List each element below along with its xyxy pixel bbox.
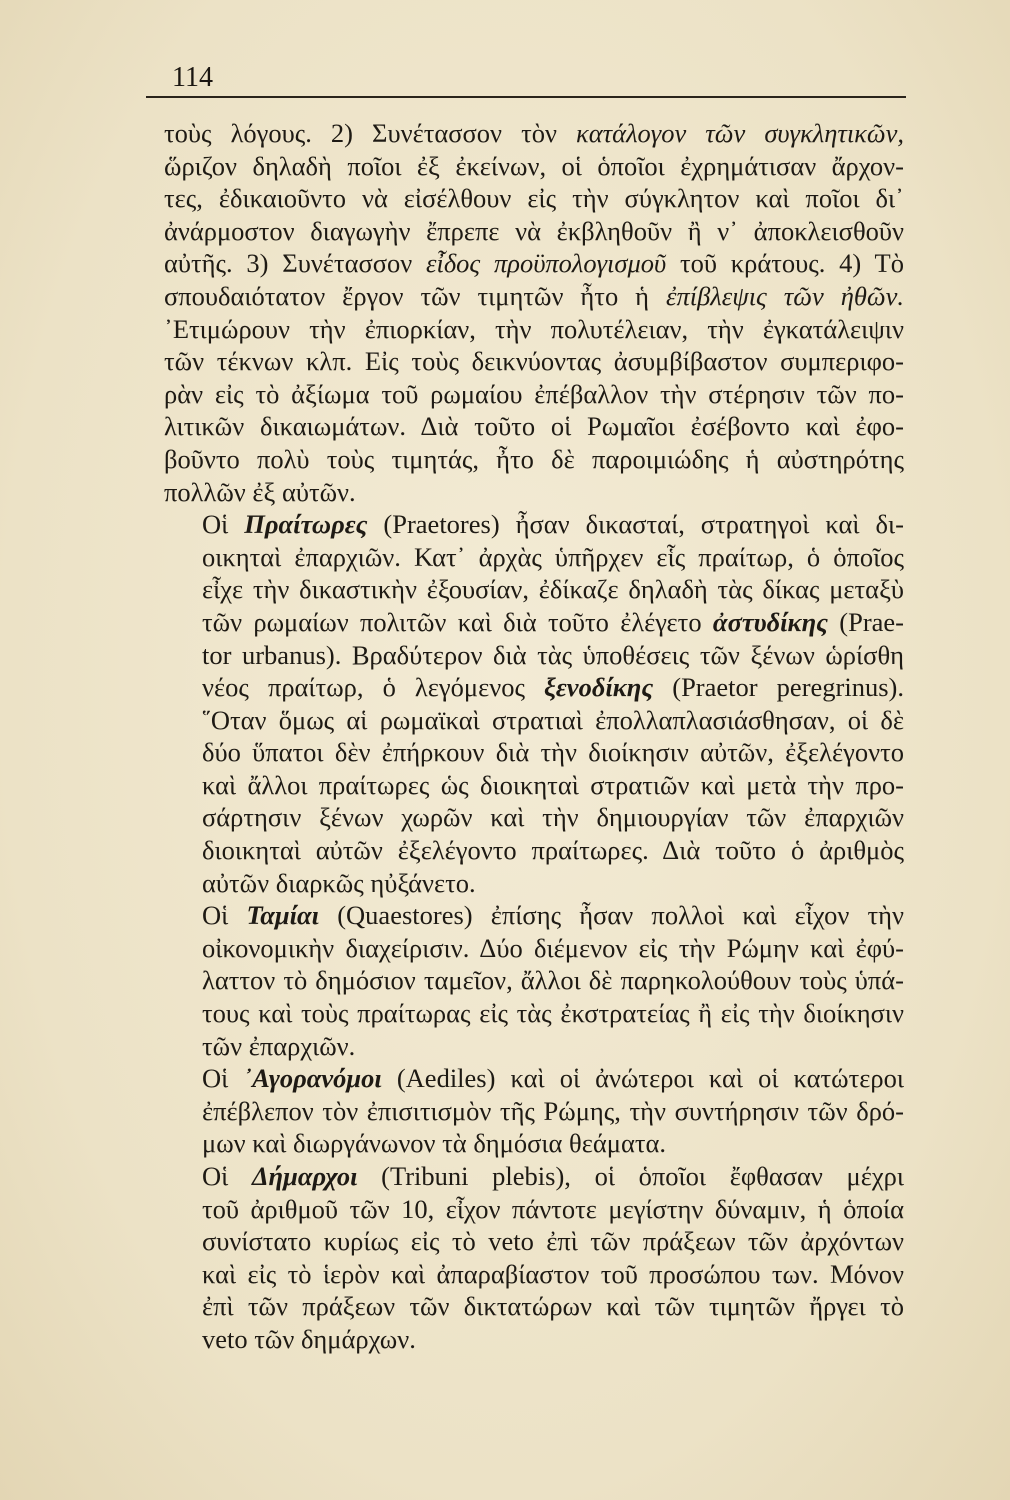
text-line xyxy=(164,899,904,932)
term-heading: Ταμίαι xyxy=(246,900,320,931)
text-line xyxy=(164,606,904,639)
text-segment: λιτικῶν δικαιωμάτων. Διὰ τοῦτο οἱ Ρωμαῖοι ἐσέβοντο καὶ ἐφο- xyxy=(164,411,904,442)
text-line xyxy=(164,1160,904,1193)
text-segment: veto τῶν δημάρχων. xyxy=(202,1323,416,1354)
text-line xyxy=(164,867,904,900)
text-line xyxy=(164,215,904,248)
text-line xyxy=(164,736,904,769)
text-line xyxy=(164,1127,904,1160)
text-line xyxy=(164,997,904,1030)
text-line xyxy=(164,1193,904,1226)
text-segment: καὶ ἄλλοι πραίτωρες ὡς διοικηταὶ στρατιῶν καὶ μετὰ τὴν προ- xyxy=(202,769,904,800)
text-line xyxy=(164,541,904,574)
text-line xyxy=(164,834,904,867)
text-segment: συνίστατο κυρίως εἰς τὸ veto ἐπὶ τῶν πράξεων τῶν ἀρχόντων xyxy=(202,1226,904,1257)
text-segment: ὥριζον δηλαδὴ ποῖοι ἐξ ἐκείνων, οἱ ὁποῖοι ἐχρημάτισαν ἄρχον- xyxy=(164,150,904,181)
page-number: 114 xyxy=(172,62,213,93)
emphasis-text: κατάλογον τῶν συγκλητικῶν, xyxy=(576,118,904,148)
text-segment: (Praetor peregrinus). xyxy=(653,672,904,703)
text-line xyxy=(164,117,904,150)
text-segment: οἰκονομικὴν διαχείρισιν. Δύο διέμενον εἰς τὴν Ρώμην καὶ ἐφύ- xyxy=(202,932,904,963)
text-line xyxy=(164,378,904,411)
text-line xyxy=(164,1290,904,1323)
text-line xyxy=(164,476,904,509)
text-segment: δύο ὕπατοι δὲν ἐπήρκουν διὰ τὴν διοίκησιν αὐτῶν, ἐξελέγοντο xyxy=(202,737,904,768)
text-segment: τους καὶ τοὺς πραίτωρας εἰς τὰς ἐκστρατείας ἢ εἰς τὴν διοίκησιν xyxy=(202,998,904,1029)
text-line xyxy=(164,801,904,834)
text-segment: σπουδαιότατον ἔργον τῶν τιμητῶν ἦτο ἡ xyxy=(164,280,667,311)
paragraph-tribuni xyxy=(164,1160,904,1356)
page-header xyxy=(146,60,906,100)
text-segment: τες, ἐδικαιοῦντο νὰ εἰσέλθουν εἰς τὴν σύγκλητον καὶ ποῖοι δι᾽ xyxy=(164,183,904,214)
paragraph-aediles xyxy=(164,1062,904,1160)
text-line xyxy=(164,1095,904,1128)
text-segment: τῶν ρωμαίων πολιτῶν καὶ διὰ τοῦτο ἐλέγετο xyxy=(202,606,713,637)
text-segment: μων καὶ διωργάνωνον τὰ δημόσια θεάματα. xyxy=(202,1128,666,1159)
text-line xyxy=(164,769,904,802)
text-segment: τοῦ κράτους. 4) Τὸ xyxy=(666,248,904,279)
text-line xyxy=(164,280,904,313)
paragraph-quaestores xyxy=(164,899,904,1062)
paragraph-censors xyxy=(164,117,904,508)
text-segment: αὐτῆς. 3) Συνέτασσον xyxy=(164,248,427,279)
emphasis-text: εἶδος προϋπολογισμοῦ xyxy=(426,248,667,279)
text-line xyxy=(164,932,904,965)
text-line xyxy=(164,1030,904,1063)
text-segment: (Praetores) ἦσαν δικασταί, στρατηγοὶ καὶ δι- xyxy=(367,509,904,540)
term-heading: ᾽Αγορανόμοι xyxy=(243,1063,382,1094)
text-segment: λαττον τὸ δημόσιον ταμεῖον, ἄλλοι δὲ παρηκολούθουν τοὺς ὑπά- xyxy=(202,965,904,996)
text-line xyxy=(164,964,904,997)
text-line xyxy=(164,182,904,215)
text-segment: (Quaestores) ἐπίσης ἦσαν πολλοὶ καὶ εἶχον τὴν xyxy=(319,900,904,931)
text-segment: καὶ εἰς τὸ ἱερὸν καὶ ἀπαραβίαστον τοῦ προσώπου των. Μόνον xyxy=(202,1258,904,1289)
text-segment: ἐπὶ τῶν πράξεων τῶν δικτατώρων καὶ τῶν τιμητῶν ἤργει τὸ xyxy=(202,1291,904,1322)
text-segment: Οἱ xyxy=(202,900,247,931)
text-segment: Οἱ xyxy=(202,509,245,540)
term-heading: Δήμαρχοι xyxy=(251,1161,358,1191)
term-heading: ξενοδίκης xyxy=(544,672,654,703)
text-line xyxy=(164,410,904,443)
text-line xyxy=(164,508,904,541)
text-segment: ἀνάρμοστον διαγωγὴν ἔπρεπε νὰ ἐκβληθοῦν ἢ ν᾽ ἀποκλεισθοῦν xyxy=(164,215,904,246)
text-line xyxy=(164,704,904,737)
text-segment: (Prae- xyxy=(827,606,904,637)
text-line xyxy=(164,573,904,606)
text-segment: ᾽Ετιμώρουν τὴν ἐπιορκίαν, τὴν πολυτέλειαν, τὴν ἐγκατάλειψιν xyxy=(164,313,904,344)
paragraph-praetores xyxy=(164,508,904,899)
text-line xyxy=(164,1062,904,1095)
text-line xyxy=(164,1225,904,1258)
text-segment: ἐπέβλεπον τὸν ἐπισιτισμὸν τῆς Ρώμης, τὴν συντήρησιν τῶν δρό- xyxy=(202,1095,904,1126)
text-segment: νέος πραίτωρ, ὁ λεγόμενος xyxy=(202,672,545,703)
text-segment: βοῦντο πολὺ τοὺς τιμητάς, ἦτο δὲ παροιμιώδης ἡ αὐστηρότης xyxy=(164,443,904,474)
text-segment: ῞Οταν ὅμως αἱ ρωμαϊκαὶ στρατιαὶ ἐπολλαπλασιάσθησαν, οἱ δὲ xyxy=(202,704,904,735)
text-line xyxy=(164,313,904,346)
text-segment: ρὰν εἰς τὸ ἀξίωμα τοῦ ρωμαίου ἐπέβαλλον τὴν στέρησιν τῶν πο- xyxy=(164,378,904,409)
term-heading: ἀστυδίκης xyxy=(712,606,828,637)
text-segment: tor urbanus). Βραδύτερον διὰ τὰς ὑποθέσεις τῶν ξένων ὡρίσθη xyxy=(202,639,904,670)
text-segment: οικηταὶ ἐπαρχιῶν. Κατ᾽ ἀρχὰς ὑπῆρχεν εἷς πραίτωρ, ὁ ὁποῖος xyxy=(202,541,904,572)
text-segment: αὐτῶν διαρκῶς ηὐξάνετο. xyxy=(202,867,476,898)
text-segment: Οἱ xyxy=(202,1063,244,1094)
text-line xyxy=(164,639,904,672)
text-line xyxy=(164,345,904,378)
text-line xyxy=(164,247,904,280)
text-segment: (Aediles) καὶ οἱ ἀνώτεροι καὶ οἱ κατώτεροι xyxy=(381,1063,904,1094)
text-segment: τῶν τέκνων κλπ. Εἰς τοὺς δεικνύοντας ἀσυμβίβαστον συμπεριφο- xyxy=(164,346,904,377)
text-segment: διοικηταὶ αὐτῶν ἐξελέγοντο πραίτωρες. Διὰ τοῦτο ὁ ἀριθμὸς xyxy=(202,835,904,866)
text-line xyxy=(164,443,904,476)
text-line xyxy=(164,671,904,704)
text-segment: πολλῶν ἐξ αὐτῶν. xyxy=(164,476,356,507)
text-segment: τῶν ἐπαρχιῶν. xyxy=(202,1030,356,1061)
text-segment: εἶχε τὴν δικαστικὴν ἐξουσίαν, ἐδίκαζε δηλαδὴ τὰς δίκας μεταξὺ xyxy=(202,574,904,605)
term-heading: Πραίτωρες xyxy=(244,509,368,540)
text-segment: τοὺς λόγους. 2) Συνέτασσον τὸν xyxy=(164,118,577,148)
text-segment: σάρτησιν ξένων χωρῶν καὶ τὴν δημιουργίαν τῶν ἐπαρχιῶν xyxy=(202,802,904,833)
header-rule xyxy=(146,96,906,98)
body-text xyxy=(164,117,904,1356)
text-line xyxy=(164,1323,904,1356)
text-line xyxy=(164,150,904,183)
text-segment: (Tribuni plebis), οἱ ὁποῖοι ἔφθασαν μέχρι xyxy=(357,1161,904,1191)
text-segment: Οἱ xyxy=(202,1161,252,1191)
text-segment: τοῦ ἀριθμοῦ τῶν 10, εἶχον πάντοτε μεγίστην δύναμιν, ἡ ὁποία xyxy=(202,1193,904,1224)
emphasis-text: ἐπίβλεψις τῶν ἠθῶν. xyxy=(666,280,904,311)
text-line xyxy=(164,1258,904,1291)
